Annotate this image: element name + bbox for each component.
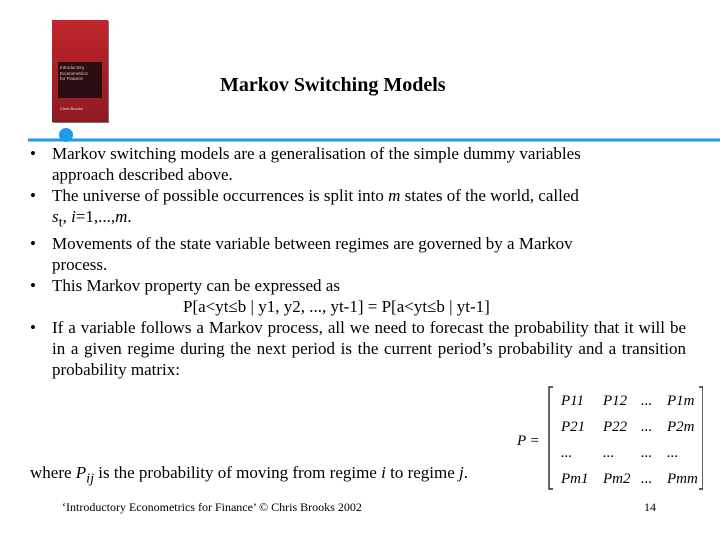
matrix-cell: ... (641, 419, 653, 435)
matrix-cell: ... (561, 445, 573, 461)
bullet-item (30, 143, 686, 185)
matrix-cell: P1m (667, 393, 695, 409)
book-cover-line: for Finance (60, 76, 83, 82)
page-number: 14 (644, 500, 656, 514)
book-cover-image (52, 20, 108, 122)
bullet-dot-icon: • (30, 186, 36, 205)
bullet-dot-icon: • (30, 276, 36, 296)
bullet-dot-icon: • (30, 318, 36, 338)
matrix-definition: where $P_{ij}$ is the probability of moving from regime i to regime j. (30, 463, 468, 487)
transition-probability-matrix (517, 383, 703, 493)
bullet-item (30, 275, 686, 317)
bullet-item (30, 233, 686, 275)
bullet-list (30, 143, 686, 380)
matrix-cell: Pmm (667, 471, 698, 487)
matrix-cell: P11 (561, 393, 585, 409)
matrix-cell: ... (641, 445, 653, 461)
matrix-cell: Pm1 (561, 471, 589, 487)
bullet-text: Movements of the state variable between regimes are governed by a Markov (52, 234, 573, 254)
matrix-cell: Pm2 (603, 471, 631, 487)
bullet-text: Markov switching models are a generalisation of the simple dummy variables (52, 144, 581, 163)
matrix-cell: P2m (667, 419, 695, 435)
book-cover-line: Econometrics (60, 70, 88, 76)
bullet-text: The universe of possible occurrences is split into m states of the world, called (52, 186, 579, 205)
bullet-text: If a variable follows a Markov process, all we need to forecast the probability that it will be in a given regime during the next period is the current period’s probability and a transition probability matrix: (52, 318, 686, 380)
bullet-text: approach described above. (52, 165, 233, 184)
bullet-text: process. (52, 255, 108, 275)
bullet-text: $s_t$, i=1,...,m. (52, 207, 132, 231)
matrix-cell: ... (667, 445, 679, 461)
slide-title: Markov Switching Models (220, 74, 446, 96)
matrix-cell: ... (641, 471, 653, 487)
book-cover-author: Chris Brooks (60, 106, 83, 111)
matrix-cell: P21 (561, 419, 586, 435)
book-cover-title (58, 62, 102, 98)
bullet-dot-icon: • (30, 144, 36, 163)
bullet-item (30, 185, 686, 233)
matrix-cell: P22 (603, 419, 628, 435)
bullet-text: This Markov property can be expressed as (52, 276, 340, 296)
markov-property-formula: P[a<yt≤b | y1, y2, ..., yt-1] = P[a<yt≤b | yt-1] (183, 297, 490, 317)
bullet-dot-icon: • (30, 234, 36, 254)
matrix-cell: ... (603, 445, 615, 461)
matrix-lhs: P = (517, 433, 540, 449)
matrix-cell: ... (641, 393, 653, 409)
matrix-cell: P12 (603, 393, 628, 409)
bullet-item (30, 317, 686, 380)
book-cover-line: Introductory (60, 65, 85, 70)
footer-citation: ‘Introductory Econometrics for Finance’ © Chris Brooks 2002 (62, 500, 362, 514)
